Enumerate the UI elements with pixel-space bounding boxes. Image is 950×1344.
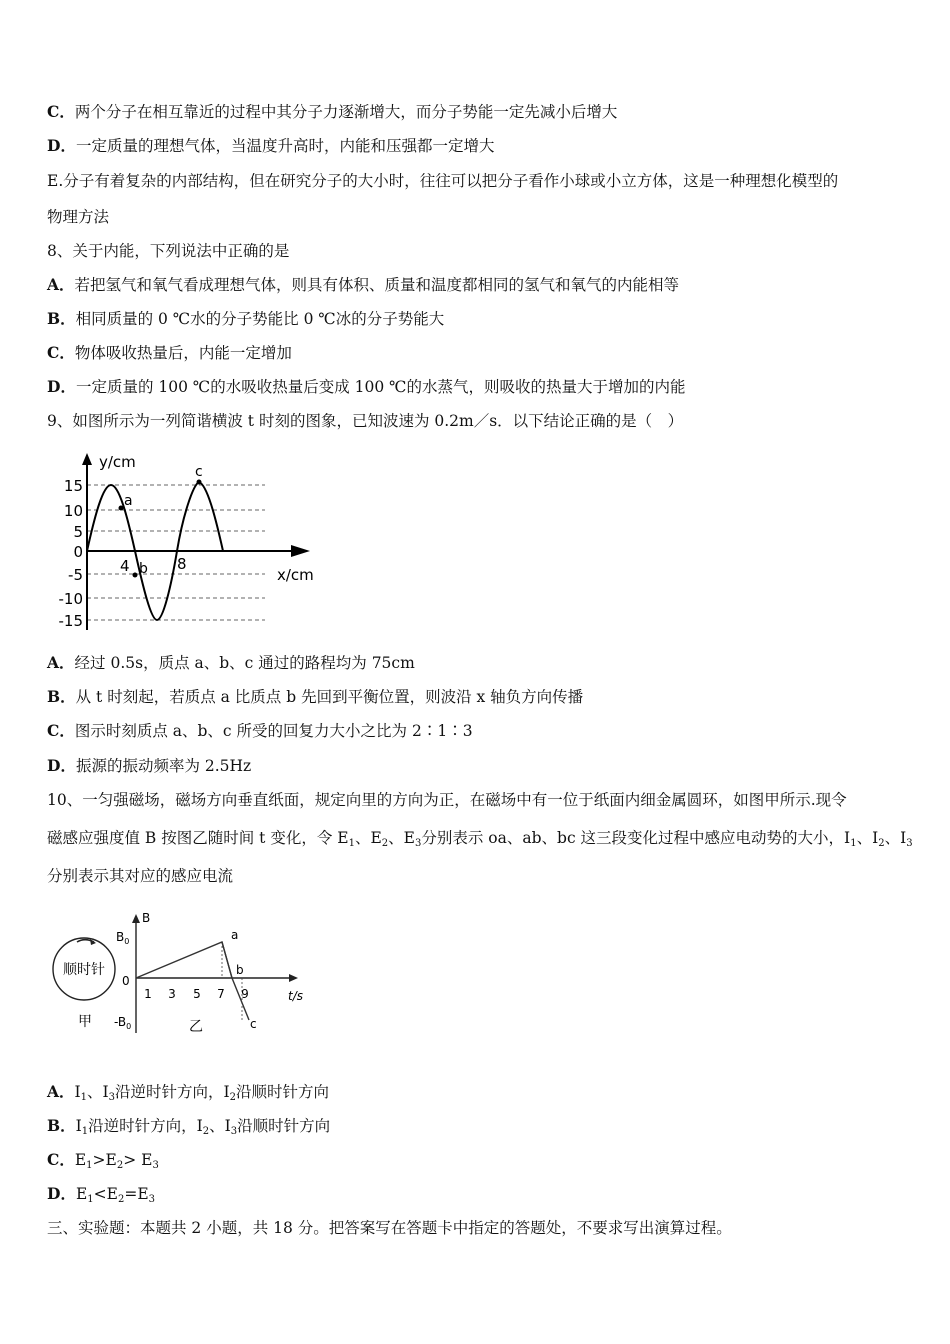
option-label: C．: [47, 721, 75, 740]
q10-option-d: [47, 1184, 155, 1204]
x-tick: 8: [177, 555, 187, 573]
neg-b0-label: [114, 1015, 131, 1031]
subscript: 2: [116, 1160, 124, 1171]
q7-option-e-line1: E.分子有着复杂的内部结构，但在研究分子的大小时，往往可以把分子看作小球或小立方体，这是一种理想化模型的: [47, 172, 839, 190]
option-text: >E: [92, 1151, 117, 1169]
subscript: 3: [230, 1126, 238, 1137]
option-label: C．: [47, 102, 75, 121]
option-text: 一定质量的理想气体，当温度升高时，内能和压强都一定增大: [75, 137, 495, 155]
stem-text: 、E: [388, 829, 415, 847]
neg-b0-text: -B: [114, 1015, 127, 1029]
point-a-dot: [119, 506, 124, 511]
graph-caption: 乙: [189, 1019, 203, 1035]
option-label: A．: [47, 653, 75, 672]
option-text: =E: [124, 1185, 149, 1203]
t-tick: 3: [168, 987, 176, 1001]
option-text: <E: [93, 1185, 118, 1203]
t-tick: 7: [217, 987, 225, 1001]
q8-option-b: [47, 309, 444, 329]
option-text: 经过 0.5s，质点 a、b、c 通过的路程均为 75cm: [74, 654, 415, 672]
option-label: D．: [47, 377, 76, 396]
option-text: I: [74, 1083, 81, 1101]
option-text: 、I: [209, 1117, 231, 1135]
q9-option-d: [47, 756, 251, 776]
option-label: D．: [47, 136, 76, 155]
q10-option-a: [47, 1082, 329, 1102]
subscript: 3: [148, 1194, 156, 1205]
option-label: D．: [47, 1184, 76, 1203]
q9-option-c: [47, 721, 473, 741]
option-text: 图示时刻质点 a、b、c 所受的回复力大小之比为 2∶1∶3: [74, 722, 473, 740]
point-a-label: a: [124, 493, 133, 509]
q9-stem: 9、如图所示为一列简谐横波 t 时刻的图象，已知波速为 0.2m／s．以下结论正确的是（ ）: [47, 412, 684, 430]
ring-caption: 甲: [78, 1014, 92, 1030]
option-text: I: [75, 1117, 82, 1135]
option-text: 物体吸收热量后，内能一定增加: [74, 344, 292, 362]
option-text: 从 t 时刻起，若质点 a 比质点 b 先回到平衡位置，则波沿 x 轴负方向传播: [75, 688, 584, 706]
point-c-dot: [197, 480, 202, 485]
option-label: B．: [47, 1116, 76, 1135]
t-tick: 1: [144, 987, 152, 1001]
q8-option-d: [47, 377, 686, 397]
q8-option-c: [47, 343, 292, 363]
q7-option-d: [47, 136, 494, 156]
point-a-label: a: [231, 928, 239, 942]
option-label: D．: [47, 756, 76, 775]
q9-option-a: [47, 653, 415, 673]
point-c-label: c: [250, 1017, 257, 1031]
t-tick: 9: [241, 987, 249, 1001]
subscript: 1: [850, 838, 857, 849]
option-label: A．: [47, 1082, 75, 1101]
subscript: 2: [381, 838, 389, 849]
y-tick: -10: [58, 590, 83, 608]
point-b-label: b: [236, 963, 244, 977]
subscript: 2: [202, 1126, 210, 1137]
point-b-label: b: [139, 561, 148, 577]
option-text: E: [75, 1185, 88, 1203]
q7-option-c: [47, 102, 617, 122]
y-tick: -5: [68, 566, 83, 584]
subscript: 3: [906, 838, 913, 849]
option-label: B．: [47, 687, 76, 706]
option-text: 沿逆时针方向，I: [115, 1083, 230, 1101]
b-axis-label: B: [142, 911, 151, 925]
q10-stem-line2: [47, 828, 913, 848]
t-tick: 5: [193, 987, 201, 1001]
y-tick: 0: [73, 543, 83, 561]
point-b-dot: [133, 573, 138, 578]
b0-text: B: [116, 930, 125, 944]
origin-label: 0: [122, 974, 130, 988]
magnetic-figure: [50, 908, 320, 1038]
subscript: 2: [878, 838, 885, 849]
t-axis-label: t/s: [288, 989, 303, 1003]
stem-text: 、E: [354, 829, 382, 847]
y-tick: 10: [63, 502, 83, 520]
stem-text: 、I: [884, 829, 907, 847]
subscript: 0: [124, 937, 130, 946]
y-axis-label: y/cm: [99, 453, 136, 471]
option-text: 若把氢气和氧气看成理想气体，则具有体积、质量和温度都相同的氢气和氧气的内能相等: [74, 276, 680, 294]
option-text: 沿顺时针方向: [236, 1083, 330, 1101]
subscript: 1: [348, 838, 355, 849]
wave-figure: [55, 445, 330, 640]
subscript: 2: [117, 1194, 125, 1205]
q8-stem: 8、关于内能，下列说法中正确的是: [47, 242, 290, 260]
stem-text: 磁感应强度值 B 按图乙随时间 t 变化，令 E: [47, 829, 349, 847]
q9-option-b: [47, 687, 583, 707]
option-text: 沿顺时针方向: [237, 1117, 331, 1135]
subscript: 3: [414, 838, 422, 849]
q7-option-e-line2: 物理方法: [47, 208, 110, 226]
ring-label: 顺时针: [63, 962, 105, 978]
subscript: 1: [86, 1160, 93, 1171]
option-text: 两个分子在相互靠近的过程中其分子力逐渐增大，而分子势能一定先减小后增大: [74, 103, 618, 121]
y-tick: 15: [63, 477, 83, 495]
option-text: 、I: [87, 1083, 109, 1101]
point-c-label: c: [195, 464, 203, 480]
q10-stem-line1: 10、一匀强磁场，磁场方向垂直纸面，规定向里的方向为正，在磁场中有一位于纸面内细金属圆环，如图甲所示.现令: [47, 791, 847, 809]
option-text: 相同质量的 0 ℃水的分子势能比 0 ℃冰的分子势能大: [75, 310, 445, 328]
option-label: A．: [47, 275, 75, 294]
option-label: B．: [47, 309, 76, 328]
y-tick: 5: [73, 523, 83, 541]
stem-text: 分别表示 oa、ab、bc 这三段变化过程中感应电动势的大小，I: [421, 829, 851, 847]
q8-option-a: [47, 275, 679, 295]
option-text: 一定质量的 100 ℃的水吸收热量后变成 100 ℃的水蒸气，则吸收的热量大于增加的内能: [75, 378, 686, 396]
subscript: 2: [229, 1092, 237, 1103]
option-text: E: [74, 1151, 87, 1169]
subscript: 3: [152, 1160, 159, 1171]
subscript: 0: [126, 1022, 132, 1031]
y-tick: -15: [58, 612, 83, 630]
q10-option-b: [47, 1116, 330, 1136]
x-tick: 4: [120, 557, 130, 575]
option-text: 沿逆时针方向，I: [88, 1117, 203, 1135]
q10-stem-line3: 分别表示其对应的感应电流: [47, 867, 234, 885]
subscript: 1: [80, 1092, 88, 1103]
section-3-heading: 三、实验题：本题共 2 小题，共 18 分。把答案写在答题卡中指定的答题处，不要求写出演算过程。: [47, 1219, 732, 1237]
option-text: > E: [123, 1151, 153, 1169]
subscript: 1: [87, 1194, 94, 1205]
option-label: C．: [47, 1150, 75, 1169]
b0-label: [116, 930, 129, 946]
subscript: 3: [108, 1092, 116, 1103]
subscript: 1: [81, 1126, 89, 1137]
option-label: C．: [47, 343, 75, 362]
stem-text: 、I: [856, 829, 879, 847]
q10-option-c: [47, 1150, 159, 1170]
x-axis-label: x/cm: [277, 566, 314, 584]
option-text: 振源的振动频率为 2.5Hz: [75, 757, 252, 775]
